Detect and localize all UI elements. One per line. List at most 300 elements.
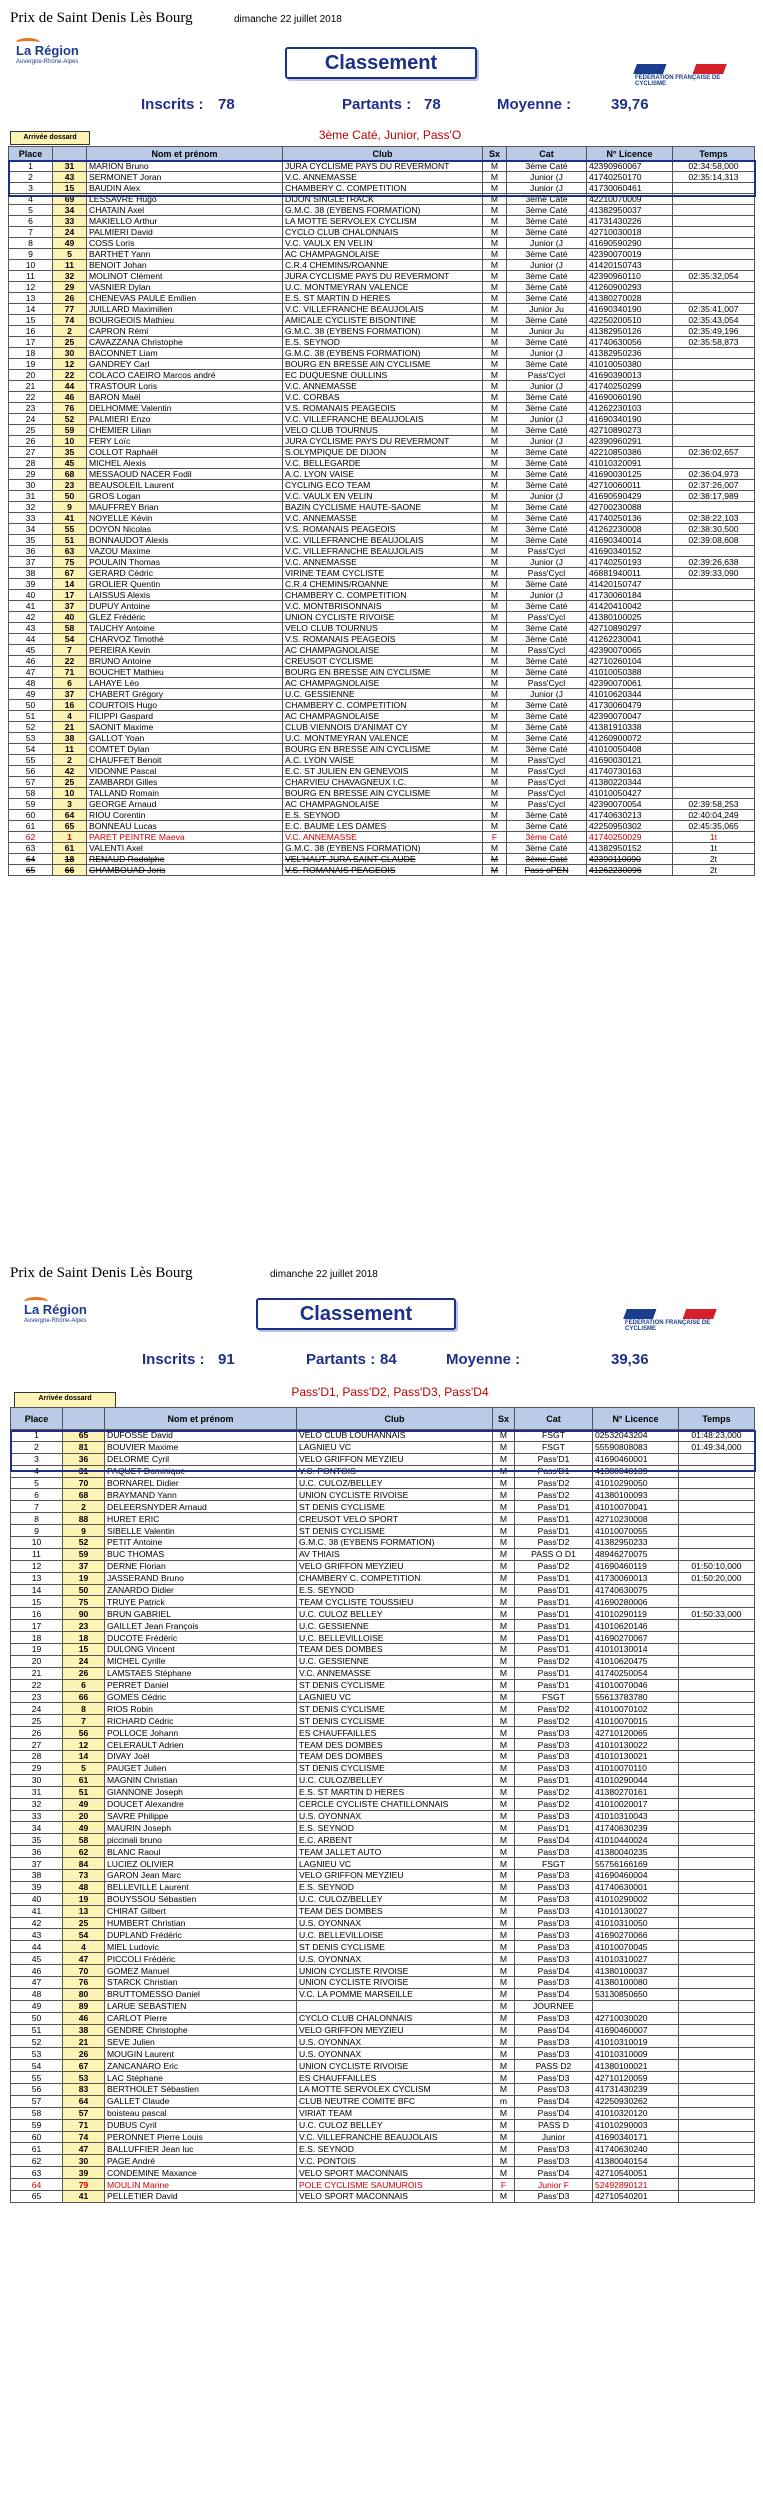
- table-row: [9, 370, 755, 381]
- cell-licence: 41010290002: [593, 1893, 679, 1905]
- cell-sex: M: [483, 260, 507, 271]
- cell-time: 01:48:23,000: [679, 1430, 755, 1442]
- cell-licence: 41740630239: [593, 1822, 679, 1834]
- cell-name: CHATAIN Axel: [87, 205, 283, 216]
- cell-category: 3ème Caté: [507, 524, 587, 535]
- cell-dossard: 62: [63, 1846, 105, 1858]
- cell-dossard: 77: [53, 304, 87, 315]
- cell-club: C.R.4 CHEMINS/ROANNE: [283, 579, 483, 590]
- table-row: [9, 194, 755, 205]
- cell-sex: M: [493, 1798, 515, 1810]
- cell-licence: 52492890121: [593, 2179, 679, 2191]
- table-row: [9, 744, 755, 755]
- cell-name: DUCOTE Frédéric: [105, 1632, 297, 1644]
- cell-name: BONNAUDOT Alexis: [87, 535, 283, 546]
- cell-place: 31: [9, 491, 53, 502]
- table-row: [11, 1881, 755, 1893]
- cell-licence: 41740630075: [593, 1584, 679, 1596]
- cell-club: ST DENIS CYCLISME: [297, 1715, 493, 1727]
- cell-category: 3ème Caté: [507, 810, 587, 821]
- cell-place: 52: [9, 722, 53, 733]
- cell-time: [673, 348, 755, 359]
- cell-name: BORNAREL Didier: [105, 1477, 297, 1489]
- cell-category: 3ème Caté: [507, 535, 587, 546]
- cell-place: 37: [11, 1858, 63, 1870]
- cell-dossard: 50: [63, 1584, 105, 1596]
- table-row: [9, 678, 755, 689]
- cell-time: [679, 2179, 755, 2191]
- cell-time: [673, 546, 755, 557]
- cell-category: Pass'D3: [515, 1953, 593, 1965]
- cell-licence: 41690460004: [593, 1869, 679, 1881]
- cell-licence: 41420410042: [587, 601, 673, 612]
- cell-place: 42: [11, 1917, 63, 1929]
- table-row: [9, 854, 755, 865]
- cell-club: CYCLO CLUB CHALONNAIS: [283, 227, 483, 238]
- header-name: Nom et prénom: [87, 147, 283, 161]
- cell-dossard: 18: [63, 1632, 105, 1644]
- cell-licence: 41730060013: [593, 1572, 679, 1584]
- cell-licence: 41380270028: [587, 293, 673, 304]
- cell-time: [673, 216, 755, 227]
- table-row: [9, 865, 755, 876]
- cell-time: [679, 2191, 755, 2203]
- table-row: [9, 568, 755, 579]
- cell-name: VASNIER Dylan: [87, 282, 283, 293]
- cell-place: 3: [9, 183, 53, 194]
- cell-licence: 41010620146: [593, 1620, 679, 1632]
- cell-category: Junior: [515, 2131, 593, 2143]
- cell-sex: M: [483, 535, 507, 546]
- inscrits-label: Inscrits :: [141, 96, 204, 113]
- cell-club: S.OLYMPIQUE DE DIJON: [283, 447, 483, 458]
- cell-licence: 41382950233: [593, 1537, 679, 1549]
- cell-dossard: 51: [63, 1786, 105, 1798]
- cell-category: PASS D2: [515, 2060, 593, 2072]
- cell-category: Pass'D1: [515, 1596, 593, 1608]
- cell-name: BOUYSSOU Sébastien: [105, 1893, 297, 1905]
- cell-time: [673, 293, 755, 304]
- cell-place: 51: [11, 2024, 63, 2036]
- cell-dossard: 25: [53, 337, 87, 348]
- cell-time: [679, 1965, 755, 1977]
- cell-place: 51: [9, 711, 53, 722]
- cell-name: CELERAULT Adrien: [105, 1739, 297, 1751]
- cell-time: [679, 1762, 755, 1774]
- cell-time: 02:35:14,313: [673, 172, 755, 183]
- table-row: [9, 458, 755, 469]
- cell-time: 02:38:17,989: [673, 491, 755, 502]
- cell-time: [679, 1727, 755, 1739]
- cell-place: 28: [9, 458, 53, 469]
- cell-place: 25: [9, 425, 53, 436]
- cell-place: 53: [9, 733, 53, 744]
- cell-dossard: 24: [63, 1655, 105, 1667]
- cell-licence: 42390070065: [587, 645, 673, 656]
- cell-sex: M: [483, 700, 507, 711]
- cell-sex: M: [493, 1739, 515, 1751]
- cell-dossard: 73: [63, 1869, 105, 1881]
- cell-sex: M: [483, 194, 507, 205]
- cell-club: U.C. GESSIENNE: [297, 1620, 493, 1632]
- cell-sex: M: [493, 2083, 515, 2095]
- cell-place: 27: [11, 1739, 63, 1751]
- cell-time: 01:50:20,000: [679, 1572, 755, 1584]
- cell-category: Pass'D2: [515, 1477, 593, 1489]
- cell-time: [673, 733, 755, 744]
- table-row: [9, 733, 755, 744]
- cell-category: 3ème Caté: [507, 623, 587, 634]
- cell-club: JURA CYCLISME PAYS DU REVERMONT: [283, 161, 483, 172]
- cell-time: [679, 1548, 755, 1560]
- cell-sex: M: [483, 326, 507, 337]
- cell-name: LAMSTAES Stéphane: [105, 1667, 297, 1679]
- cell-sex: M: [483, 480, 507, 491]
- cell-club: V.C. ANNEMASSE: [297, 1667, 493, 1679]
- cell-licence: 41010320120: [593, 2107, 679, 2119]
- cell-name: LARUE SEBASTIEN: [105, 2000, 297, 2012]
- table-row: [9, 293, 755, 304]
- partants-value: 84: [380, 1351, 397, 1368]
- table-row: [11, 1988, 755, 2000]
- cell-club: A.C. LYON VAISE: [283, 469, 483, 480]
- cell-place: 3: [11, 1453, 63, 1465]
- table-row: [9, 326, 755, 337]
- cell-time: [679, 1596, 755, 1608]
- table-row: [11, 2095, 755, 2107]
- cell-time: [673, 381, 755, 392]
- cell-club: V.C. VILLEFRANCHE BEAUJOLAIS: [283, 546, 483, 557]
- cell-name: DOYON Nicolas: [87, 524, 283, 535]
- cell-time: [679, 2036, 755, 2048]
- cell-licence: 42390070054: [587, 799, 673, 810]
- cell-category: Pass'D3: [515, 2143, 593, 2155]
- cell-sex: M: [483, 359, 507, 370]
- cell-licence: 41260900072: [587, 733, 673, 744]
- results-table: [10, 1407, 755, 2203]
- cell-place: 61: [11, 2143, 63, 2155]
- cell-club: UNION CYCLISTE RIVOISE: [297, 1976, 493, 1988]
- cell-licence: 41740630213: [587, 810, 673, 821]
- cell-club: VELO GRIFFON MEYZIEU: [297, 1560, 493, 1572]
- cell-name: ZANARDO Didier: [105, 1584, 297, 1596]
- cell-licence: 41740250170: [587, 172, 673, 183]
- cell-place: 41: [9, 601, 53, 612]
- cell-club: AC CHAMPAGNOLAISE: [283, 711, 483, 722]
- cell-dossard: 10: [53, 788, 87, 799]
- table-row: [11, 1965, 755, 1977]
- table-row: [11, 1691, 755, 1703]
- cell-dossard: 75: [63, 1596, 105, 1608]
- cell-sex: M: [493, 1834, 515, 1846]
- cell-dossard: 8: [63, 1703, 105, 1715]
- cell-time: [673, 414, 755, 425]
- cell-category: Pass'D2: [515, 1537, 593, 1549]
- table-row: [11, 1905, 755, 1917]
- table-row: [11, 1739, 755, 1751]
- cell-place: 62: [9, 832, 53, 843]
- event-title: Prix de Saint Denis Lès Bourg: [10, 1265, 193, 1281]
- cell-name: DELHOMME Valentin: [87, 403, 283, 414]
- cell-time: [673, 777, 755, 788]
- cell-licence: 41010070046: [593, 1679, 679, 1691]
- cell-dossard: 22: [53, 370, 87, 381]
- cell-time: [673, 755, 755, 766]
- cell-sex: M: [493, 2024, 515, 2036]
- cell-sex: M: [483, 392, 507, 403]
- cell-name: MICHEL Alexis: [87, 458, 283, 469]
- cell-dossard: 56: [63, 1727, 105, 1739]
- cell-name: HUMBERT Christian: [105, 1917, 297, 1929]
- table-row: [9, 722, 755, 733]
- cell-category: Junior (J: [507, 238, 587, 249]
- header-place: Place: [9, 147, 53, 161]
- cell-place: 53: [11, 2048, 63, 2060]
- cell-time: [679, 1703, 755, 1715]
- cell-licence: 41380100080: [593, 1976, 679, 1988]
- cell-club: U.C. MONTMEYRAN VALENCE: [283, 282, 483, 293]
- header-dossard: [53, 147, 87, 161]
- cell-club: E.S. SEYNOD: [297, 1822, 493, 1834]
- cell-licence: 55613783780: [593, 1691, 679, 1703]
- cell-category: Pass'D3: [515, 1976, 593, 1988]
- cell-category: PASS D: [515, 2119, 593, 2131]
- cell-category: Pass'D3: [515, 2191, 593, 2203]
- cell-dossard: 53: [63, 2072, 105, 2084]
- cell-name: JUILLARD Maximilien: [87, 304, 283, 315]
- cell-name: POLLOCE Johann: [105, 1727, 297, 1739]
- cell-name: RIOS Robin: [105, 1703, 297, 1715]
- cell-name: BENOIT Johan: [87, 260, 283, 271]
- cell-place: 5: [11, 1477, 63, 1489]
- cell-sex: M: [493, 1477, 515, 1489]
- table-header-row: [9, 147, 755, 161]
- cell-category: Pass'D3: [515, 1941, 593, 1953]
- cell-category: Pass'D3: [515, 1869, 593, 1881]
- cell-place: 40: [11, 1893, 63, 1905]
- cell-category: 3ème Caté: [507, 821, 587, 832]
- cell-dossard: 26: [53, 293, 87, 304]
- cell-category: Pass'Cycl: [507, 568, 587, 579]
- cell-dossard: 24: [53, 227, 87, 238]
- cell-club: VELO CLUB TOURNUS: [283, 623, 483, 634]
- cell-place: 33: [11, 1810, 63, 1822]
- cell-name: DUBUS Cyril: [105, 2119, 297, 2131]
- cell-sex: M: [483, 216, 507, 227]
- cell-name: CAPRON Rémi: [87, 326, 283, 337]
- moyenne-label: Moyenne :: [446, 1351, 521, 1368]
- cell-name: CHIRAT Gilbert: [105, 1905, 297, 1917]
- cell-name: PERONNET Pierre Louis: [105, 2131, 297, 2143]
- cell-dossard: 79: [63, 2179, 105, 2191]
- header-category: Cat: [515, 1408, 593, 1430]
- cell-category: Pass'D2: [515, 1798, 593, 1810]
- cell-dossard: 69: [53, 194, 87, 205]
- table-row: [9, 590, 755, 601]
- cell-licence: 41010290119: [593, 1608, 679, 1620]
- cell-dossard: 2: [53, 326, 87, 337]
- table-row: [9, 436, 755, 447]
- cell-time: [679, 2060, 755, 2072]
- cell-sex: M: [493, 1608, 515, 1620]
- cell-place: 4: [11, 1465, 63, 1477]
- cell-licence: 41262230096: [587, 865, 673, 876]
- cell-time: [673, 722, 755, 733]
- cell-category: Pass'Cycl: [507, 678, 587, 689]
- cell-club: VEL'HAUT-JURA SAINT-CLAUDE: [283, 854, 483, 865]
- cell-sex: M: [483, 293, 507, 304]
- cell-sex: M: [493, 1965, 515, 1977]
- cell-name: GEORGE Arnaud: [87, 799, 283, 810]
- cell-time: [679, 2000, 755, 2012]
- cell-category: 3ème Caté: [507, 392, 587, 403]
- cell-category: 3ème Caté: [507, 502, 587, 513]
- cell-time: [673, 502, 755, 513]
- cell-time: 02:35:49,196: [673, 326, 755, 337]
- cell-dossard: 65: [53, 821, 87, 832]
- cell-licence: 55590808083: [593, 1441, 679, 1453]
- region-swoosh-icon: [24, 1297, 48, 1306]
- cell-club: ST DENIS CYCLISME: [297, 1501, 493, 1513]
- cell-place: 37: [9, 557, 53, 568]
- cell-club: U.C. CULOZ BELLEY: [297, 1608, 493, 1620]
- cell-name: BOUCHET Mathieu: [87, 667, 283, 678]
- cell-name: TALLAND Romain: [87, 788, 283, 799]
- cell-dossard: 25: [53, 777, 87, 788]
- cell-place: 23: [9, 403, 53, 414]
- cell-club: V.C. VAULX EN VELIN: [283, 491, 483, 502]
- cell-category: Junior (J: [507, 183, 587, 194]
- table-row: [9, 667, 755, 678]
- cell-time: 2t: [673, 865, 755, 876]
- cell-name: RENAUD Rodolphe: [87, 854, 283, 865]
- cell-licence: 41010290050: [593, 1477, 679, 1489]
- cell-place: 21: [9, 381, 53, 392]
- cell-name: FILIPPI Gaspard: [87, 711, 283, 722]
- cell-category: Pass'D1: [515, 1822, 593, 1834]
- cell-time: 02:35:32,054: [673, 271, 755, 282]
- cell-category: Pass'D3: [515, 2083, 593, 2095]
- cell-sex: M: [483, 810, 507, 821]
- cell-club: V.S. ROMANAIS PEAGEOIS: [283, 865, 483, 876]
- cell-sex: M: [483, 590, 507, 601]
- cell-dossard: 71: [63, 2119, 105, 2131]
- cell-club: G.M.C. 38 (EYBENS FORMATION): [283, 205, 483, 216]
- cell-club: V.C. MONTBRISONNAIS: [283, 601, 483, 612]
- cell-club: V.C. PONTOIS: [297, 2155, 493, 2167]
- table-row: [11, 1929, 755, 1941]
- cell-licence: 41740250136: [587, 513, 673, 524]
- cell-dossard: 23: [53, 480, 87, 491]
- cell-club: CHAMBERY C. COMPETITION: [283, 590, 483, 601]
- cell-dossard: 70: [63, 1477, 105, 1489]
- table-row: [11, 2048, 755, 2060]
- table-row: [11, 1430, 755, 1442]
- cell-category: 3ème Caté: [507, 282, 587, 293]
- cell-category: 3ème Caté: [507, 194, 587, 205]
- cell-dossard: 10: [53, 436, 87, 447]
- event-date: dimanche 22 juillet 2018: [270, 1269, 378, 1280]
- cell-licence: 41010050388: [587, 667, 673, 678]
- cell-category: Pass'D4: [515, 2024, 593, 2036]
- cell-club: CERCLE CYCLISTE CHATILLONNAIS: [297, 1798, 493, 1810]
- table-row: [9, 711, 755, 722]
- cell-licence: 41010050408: [587, 744, 673, 755]
- cell-dossard: 74: [63, 2131, 105, 2143]
- table-row: [9, 788, 755, 799]
- table-row: [9, 161, 755, 172]
- cell-name: PICCOLI Frédéric: [105, 1953, 297, 1965]
- cell-licence: 41690390013: [587, 370, 673, 381]
- header-club: Club: [297, 1408, 493, 1430]
- table-row: [11, 1537, 755, 1549]
- cell-place: 43: [9, 623, 53, 634]
- cell-club: UNION CYCLISTE RIVOISE: [297, 2060, 493, 2072]
- cell-dossard: 51: [53, 535, 87, 546]
- cell-dossard: 61: [53, 843, 87, 854]
- cell-name: COSS Loris: [87, 238, 283, 249]
- cell-name: CHARVOZ Timothé: [87, 634, 283, 645]
- cell-name: MESSAOUD NACER Fodil: [87, 469, 283, 480]
- cell-place: 36: [11, 1846, 63, 1858]
- cell-licence: 41420150743: [587, 260, 673, 271]
- cell-time: [673, 260, 755, 271]
- cell-time: [673, 194, 755, 205]
- cell-dossard: 39: [63, 2167, 105, 2179]
- region-logo-main: La Région: [16, 43, 79, 58]
- cell-time: [679, 1691, 755, 1703]
- table-row: [9, 392, 755, 403]
- cell-dossard: 36: [63, 1453, 105, 1465]
- cell-place: 65: [9, 865, 53, 876]
- cell-name: PAGE André: [105, 2155, 297, 2167]
- cell-licence: 41010070110: [593, 1762, 679, 1774]
- cell-licence: 42390960291: [587, 436, 673, 447]
- cell-category: Junior Ju: [507, 304, 587, 315]
- cell-category: Pass'D2: [515, 1703, 593, 1715]
- cell-licence: 41731430226: [587, 216, 673, 227]
- cell-place: 42: [9, 612, 53, 623]
- cell-sex: M: [483, 722, 507, 733]
- cell-sex: M: [493, 2119, 515, 2131]
- cell-place: 4: [9, 194, 53, 205]
- cell-sex: M: [493, 1786, 515, 1798]
- table-row: [11, 2060, 755, 2072]
- cell-category: Junior (J: [507, 172, 587, 183]
- cell-time: 01:50:33,000: [679, 1608, 755, 1620]
- cell-licence: 41380040154: [593, 2155, 679, 2167]
- cell-dossard: 4: [53, 711, 87, 722]
- table-row: [11, 1453, 755, 1465]
- cell-club: V.C. PONTOIS: [297, 1465, 493, 1477]
- cell-name: CARLOT Pierre: [105, 2012, 297, 2024]
- cell-place: 49: [9, 689, 53, 700]
- cell-time: 02:45:35,065: [673, 821, 755, 832]
- cell-licence: 41010070041: [593, 1501, 679, 1513]
- cell-name: BUC THOMAS: [105, 1548, 297, 1560]
- cell-club: G.M.C. 38 (EYBENS FORMATION): [283, 326, 483, 337]
- cell-sex: M: [483, 711, 507, 722]
- cell-dossard: 1: [53, 832, 87, 843]
- cell-name: PETIT Antoine: [105, 1537, 297, 1549]
- cell-name: STARCK Christian: [105, 1976, 297, 1988]
- category-title: 3ème Caté, Junior, Pass'O: [318, 128, 462, 142]
- partants-value: 78: [424, 96, 441, 113]
- cell-sex: M: [493, 1751, 515, 1763]
- cell-dossard: 42: [53, 766, 87, 777]
- cell-time: [679, 1453, 755, 1465]
- cell-place: 46: [9, 656, 53, 667]
